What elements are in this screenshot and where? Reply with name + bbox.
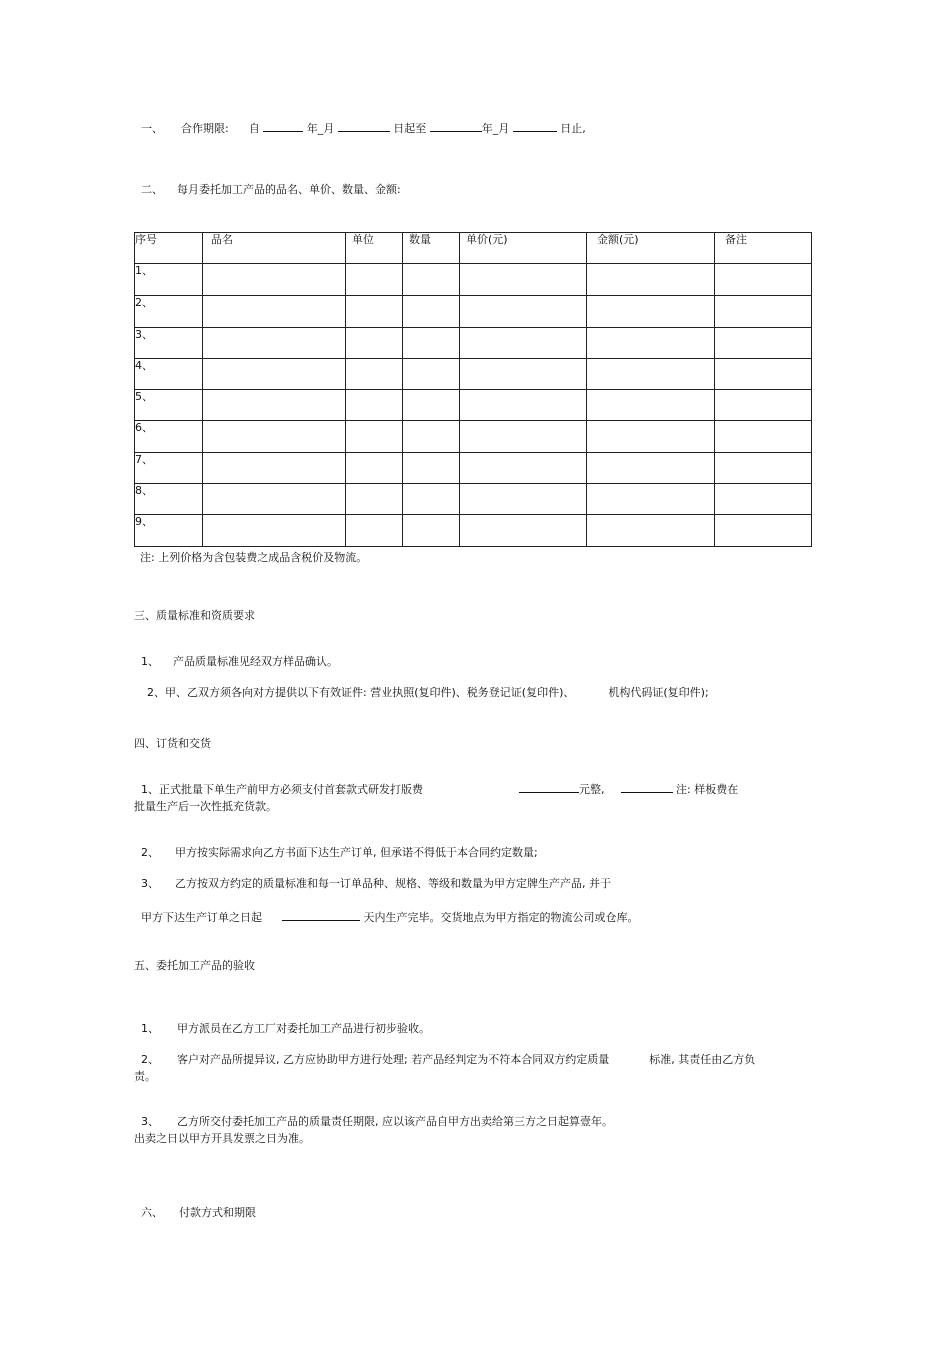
table-cell[interactable] [403,328,460,359]
table-cell[interactable] [346,515,403,547]
term-from: 自 [248,122,260,135]
table-header-cell: 品名 [203,233,346,264]
table-row [135,296,812,328]
blank-days[interactable] [282,910,360,921]
table-cell[interactable] [715,359,812,390]
row-number-cell: 1、 [135,264,203,296]
table-cell[interactable] [715,484,812,515]
product-table [134,232,812,547]
table-cell[interactable] [203,515,346,547]
section-number: 六、 [141,1206,163,1219]
section-4-heading: 四、订货和交货 [134,737,211,750]
table-cell[interactable] [587,390,715,421]
blank-fee-amount[interactable] [519,782,579,793]
table-header-cell: 备注 [715,233,812,264]
term-end: 日止, [560,122,586,135]
item-text: 乙方所交付委托加工产品的质量责任期限, 应以该产品自甲方出卖给第三方之日起算壹年。 [177,1115,613,1128]
section-5-item-2-cont: 责。 [134,1070,156,1083]
section-title: 每月委托加工产品的品名、单价、数量、金额: [177,183,401,196]
row-number-cell: 6、 [135,421,203,453]
section-4-item-3 [134,863,611,891]
item-text: 1、正式批量下单生产前甲方必须支付首套款式研发打版费 [141,783,423,796]
table-cell[interactable] [715,421,812,453]
term-label: 合作期限: [181,122,229,135]
item-text-cont: 机构代码证(复印件); [608,686,709,699]
table-cell[interactable] [460,328,587,359]
table-cell[interactable] [460,264,587,296]
section-number: 二、 [141,183,163,196]
table-cell[interactable] [715,296,812,328]
item-text: 产品质量标准见经双方样品确认。 [173,655,338,668]
blank-year-end[interactable] [430,121,482,132]
table-cell[interactable] [460,421,587,453]
table-cell[interactable] [715,328,812,359]
row-number-cell: 5、 [135,390,203,421]
section-4-item-1-cont: 批量生产后一次性抵充货款。 [134,800,277,813]
table-cell[interactable] [346,296,403,328]
item-text: 注: 样板费在 [676,783,739,796]
table-cell[interactable] [346,390,403,421]
table-row [135,390,812,421]
table-cell[interactable] [203,484,346,515]
section-5-item-3 [134,1101,613,1129]
section-2-heading [134,169,401,197]
table-cell[interactable] [203,359,346,390]
section-number: 一、 [141,122,163,135]
blank-day-end[interactable] [513,121,557,132]
row-number-cell: 3、 [135,328,203,359]
item-text: 客户对产品所提异议, 乙方应协助甲方进行处理; 若产品经判定为不符本合同双方约定质量 [177,1053,610,1066]
table-cell[interactable] [587,484,715,515]
section-3-item-2 [140,672,709,700]
table-cell[interactable] [203,328,346,359]
item-text: 乙方按双方约定的质量标准和每一订单品种、规格、等级和数量为甲方定牌生产产品, 并于 [175,877,611,890]
table-cell[interactable] [715,453,812,484]
row-number-cell: 8、 [135,484,203,515]
table-cell[interactable] [460,359,587,390]
section-6-heading [134,1192,256,1220]
item-number: 3、 [141,877,159,890]
section-5-item-3-cont: 出卖之日以甲方开具发票之日为准。 [134,1132,310,1145]
table-cell[interactable] [403,421,460,453]
table-row [135,515,812,547]
term-year-month-1: 年_月 [306,122,335,135]
table-cell[interactable] [587,359,715,390]
table-cell[interactable] [587,328,715,359]
table-cell[interactable] [587,453,715,484]
table-row [135,453,812,484]
table-cell[interactable] [403,453,460,484]
table-row [135,328,812,359]
item-text: 甲方按实际需求向乙方书面下达生产订单, 但承诺不得低于本合同约定数量; [175,846,538,859]
row-number-cell: 9、 [135,515,203,547]
table-cell[interactable] [403,296,460,328]
table-cell[interactable] [346,359,403,390]
blank-day-start[interactable] [338,121,390,132]
item-text: 甲方下达生产订单之日起 [141,911,262,924]
section-3-heading: 三、质量标准和资质要求 [134,609,255,622]
table-row [135,421,812,453]
section-4-item-3-cont [134,896,639,925]
table-cell[interactable] [346,264,403,296]
table-cell[interactable] [203,421,346,453]
table-cell[interactable] [587,421,715,453]
table-cell[interactable] [460,453,587,484]
item-number: 1、 [141,1022,159,1035]
item-text: 2、甲、乙双方须各向对方提供以下有效证件: 营业执照(复印件)、税务登记证(复印件)、 [147,686,575,699]
table-cell[interactable] [203,296,346,328]
table-cell[interactable] [587,515,715,547]
table-header-cell: 单位 [346,233,403,264]
table-cell[interactable] [203,264,346,296]
row-number-cell: 4、 [135,359,203,390]
table-cell[interactable] [460,296,587,328]
table-cell[interactable] [403,515,460,547]
table-cell[interactable] [403,264,460,296]
section-4-item-1 [134,768,738,797]
section-5-item-2 [134,1039,755,1067]
table-cell[interactable] [203,390,346,421]
section-5-heading: 五、委托加工产品的验收 [134,959,255,972]
row-number-cell: 7、 [135,453,203,484]
table-cell[interactable] [715,390,812,421]
table-row [135,359,812,390]
table-cell[interactable] [403,359,460,390]
table-cell[interactable] [587,264,715,296]
section-4-item-2 [134,832,538,860]
table-cell[interactable] [346,453,403,484]
section-title: 付款方式和期限 [179,1206,256,1219]
table-cell[interactable] [346,484,403,515]
item-text: 天内生产完毕。交货地点为甲方指定的物流公司或仓库。 [363,911,639,924]
table-cell[interactable] [203,453,346,484]
table-cell[interactable] [346,328,403,359]
item-number: 2、 [141,846,159,859]
item-text: 元整, [579,783,605,796]
item-text: 甲方派员在乙方工厂对委托加工产品进行初步验收。 [177,1022,430,1035]
blank-sample-fee[interactable] [621,782,673,793]
table-header-row [135,233,812,264]
table-cell[interactable] [403,484,460,515]
table-cell[interactable] [346,421,403,453]
item-number: 3、 [141,1115,159,1128]
row-number-cell: 2、 [135,296,203,328]
term-day-to: 日起至 [393,122,427,135]
table-header-cell: 序号 [135,233,203,264]
table-header-cell: 数量 [403,233,460,264]
table-header-cell: 单价(元) [460,233,587,264]
table-cell[interactable] [587,296,715,328]
table-row [135,264,812,296]
table-cell[interactable] [403,390,460,421]
section-3-item-1 [134,641,338,669]
table-cell[interactable] [460,390,587,421]
item-number: 1、 [141,655,159,668]
table-cell[interactable] [715,515,812,547]
table-cell[interactable] [715,264,812,296]
table-header-cell: 金额(元) [587,233,715,264]
item-number: 2、 [141,1053,159,1066]
table-cell[interactable] [460,515,587,547]
table-cell[interactable] [460,484,587,515]
item-text-cont: 标准, 其责任由乙方负 [649,1053,756,1066]
blank-year-start[interactable] [263,121,303,132]
section-5-item-1 [134,1008,430,1036]
term-line [134,107,586,136]
table-row [135,484,812,515]
term-year-month-2: 年_月 [481,122,510,135]
table-note: 注: 上列价格为含包装费之成品含税价及物流。 [140,551,368,564]
